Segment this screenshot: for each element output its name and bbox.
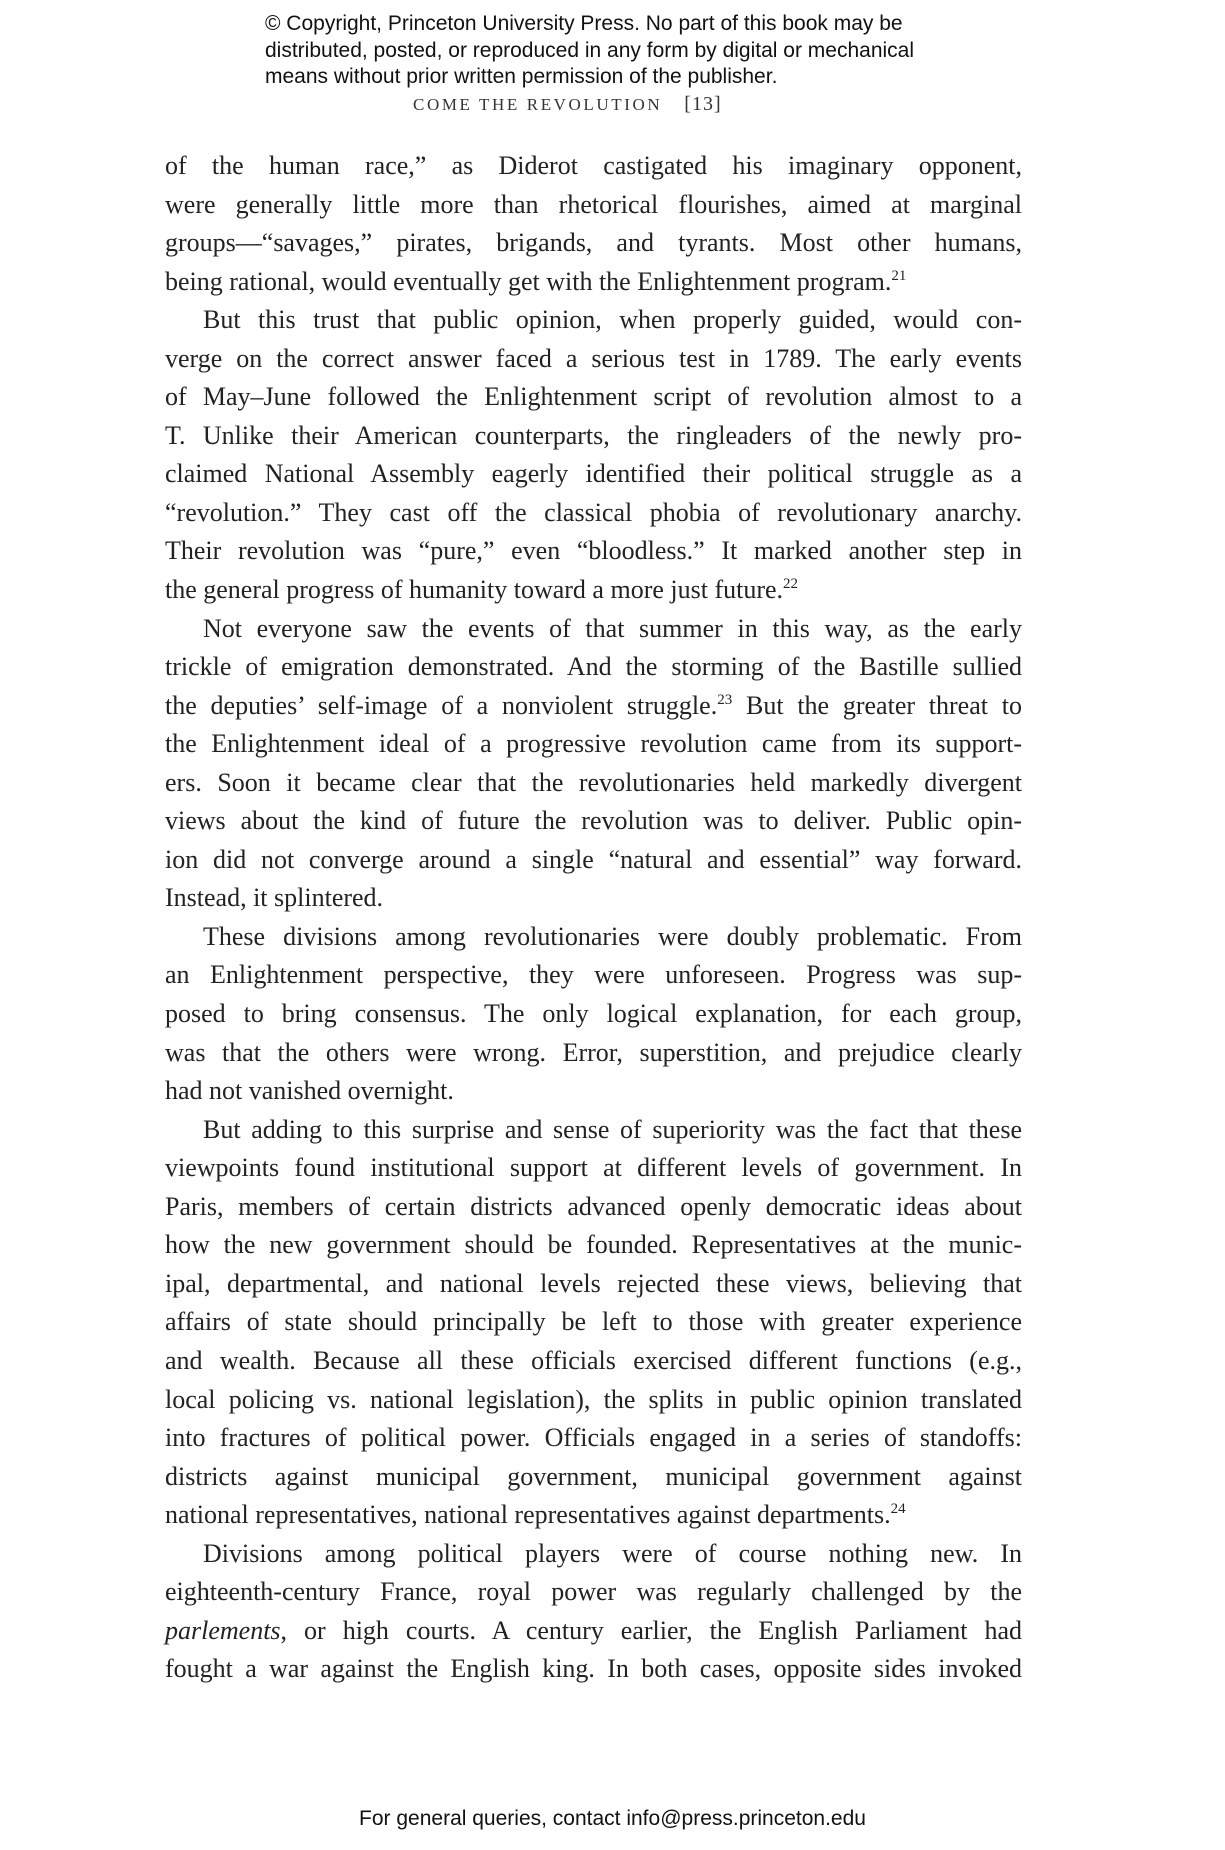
- text-line: were generally little more than rhetorical flourishes, aimed at marginal: [165, 189, 1022, 219]
- italic-term: parlements: [165, 1615, 281, 1645]
- text-line-content: the general progress of humanity toward a more just future.: [165, 575, 784, 605]
- paragraph: [165, 1111, 1022, 1535]
- text-line: But adding to this surprise and sense of superiority was the fact that these: [203, 1114, 1022, 1144]
- text-line: viewpoints found institutional support at different levels of government. In: [165, 1153, 1022, 1183]
- text-line: districts against municipal government, municipal government against: [165, 1461, 1022, 1491]
- running-head: [413, 93, 793, 116]
- footnote-marker[interactable]: 21: [891, 267, 907, 284]
- text-line: posed to bring consensus. The only logical explanation, for each group,: [165, 999, 1022, 1029]
- body-text: [165, 147, 1022, 1689]
- paragraph: [165, 918, 1022, 1111]
- text-line: [165, 571, 1022, 610]
- text-line: These divisions among revolutionaries were doubly problematic. From: [203, 921, 1022, 951]
- footnote-marker[interactable]: 23: [717, 691, 733, 708]
- text-line-content: national representatives, national representatives against departments.: [165, 1500, 891, 1530]
- text-line: [165, 1612, 1022, 1651]
- text-line: Instead, it splintered.: [165, 883, 384, 913]
- paragraph: [165, 610, 1022, 918]
- text-line-content: being rational, would eventually get with the Enlightenment program.: [165, 266, 892, 296]
- text-line: how the new government should be founded. Representatives at the munic-: [165, 1230, 1022, 1260]
- text-line: Not everyone saw the events of that summer in this way, as the early: [203, 613, 1022, 643]
- text-line: of the human race,” as Diderot castigated his imaginary opponent,: [165, 151, 1022, 180]
- text-line: T. Unlike their American counterparts, the ringleaders of the newly pro-: [165, 420, 1022, 450]
- text-line: “revolution.” They cast off the classical phobia of revolutionary anarchy.: [165, 497, 1022, 527]
- text-line: into fractures of political power. Officials engaged in a series of standoffs:: [165, 1423, 1022, 1453]
- text-line: [165, 1496, 1022, 1535]
- text-line: ipal, departmental, and national levels rejected these views, believing that: [165, 1268, 1022, 1298]
- copyright-line: © Copyright, Princeton University Press. No part of this book may be: [265, 12, 903, 35]
- footer-contact: For general queries, contact info@press.princeton.edu: [359, 1807, 866, 1830]
- text-line: an Enlightenment perspective, they were unforeseen. Progress was sup-: [165, 960, 1022, 990]
- text-line: had not vanished overnight.: [165, 1076, 454, 1106]
- text-line-content: , or high courts. A century earlier, the English Parliament had: [280, 1615, 1022, 1645]
- text-line: trickle of emigration demonstrated. And the storming of the Bastille sullied: [165, 652, 1022, 682]
- text-line: ion did not converge around a single “natural and essential” way forward.: [165, 844, 1022, 874]
- paragraph: [165, 147, 1022, 301]
- copyright-line: distributed, posted, or reproduced in any form by digital or mechanical: [265, 38, 915, 62]
- paragraph: [165, 301, 1022, 609]
- text-line: the Enlightenment ideal of a progressive revolution came from its support-: [165, 729, 1022, 759]
- text-line-content: the deputies’ self-image of a nonviolent struggle.: [165, 690, 718, 720]
- text-line: Divisions among political players were of course nothing new. In: [203, 1538, 1022, 1568]
- footnote-marker[interactable]: 22: [783, 576, 799, 593]
- text-line: Paris, members of certain districts advanced openly democratic ideas about: [165, 1191, 1022, 1221]
- text-line-content: But the greater threat to: [732, 690, 1022, 720]
- paragraph: [165, 1535, 1022, 1689]
- text-line: and wealth. Because all these officials exercised different functions (e.g.,: [165, 1345, 1022, 1375]
- text-line: fought a war against the English king. In both cases, opposite sides invoked: [165, 1654, 1022, 1684]
- text-line: local policing vs. national legislation), the splits in public opinion translated: [165, 1384, 1022, 1414]
- text-line: ers. Soon it became clear that the revolutionaries held markedly divergent: [165, 767, 1022, 797]
- text-line: [165, 687, 1022, 726]
- text-line: groups—“savages,” pirates, brigands, and tyrants. Most other humans,: [165, 228, 1022, 258]
- copyright-line: means without prior written permission of the publisher.: [265, 65, 778, 88]
- text-line: was that the others were wrong. Error, superstition, and prejudice clearly: [165, 1037, 1022, 1067]
- text-line: of May–June followed the Enlightenment script of revolution almost to a: [165, 382, 1022, 412]
- copyright-notice: [265, 11, 985, 91]
- text-line: Their revolution was “pure,” even “bloodless.” It marked another step in: [165, 536, 1022, 566]
- text-line: views about the kind of future the revolution was to deliver. Public opin-: [165, 806, 1022, 836]
- text-line: eighteenth-century France, royal power was regularly challenged by the: [165, 1577, 1022, 1607]
- text-line: claimed National Assembly eagerly identified their political struggle as a: [165, 459, 1022, 489]
- text-line: [165, 263, 1022, 302]
- text-line: verge on the correct answer faced a serious test in 1789. The early events: [165, 343, 1022, 373]
- text-line: affairs of state should principally be left to those with greater experience: [165, 1307, 1022, 1337]
- text-line: But this trust that public opinion, when properly guided, would con-: [203, 305, 1022, 335]
- chapter-title: COME THE REVOLUTION: [413, 95, 663, 114]
- footnote-marker[interactable]: 24: [890, 1501, 906, 1518]
- page-number: [13]: [684, 93, 722, 115]
